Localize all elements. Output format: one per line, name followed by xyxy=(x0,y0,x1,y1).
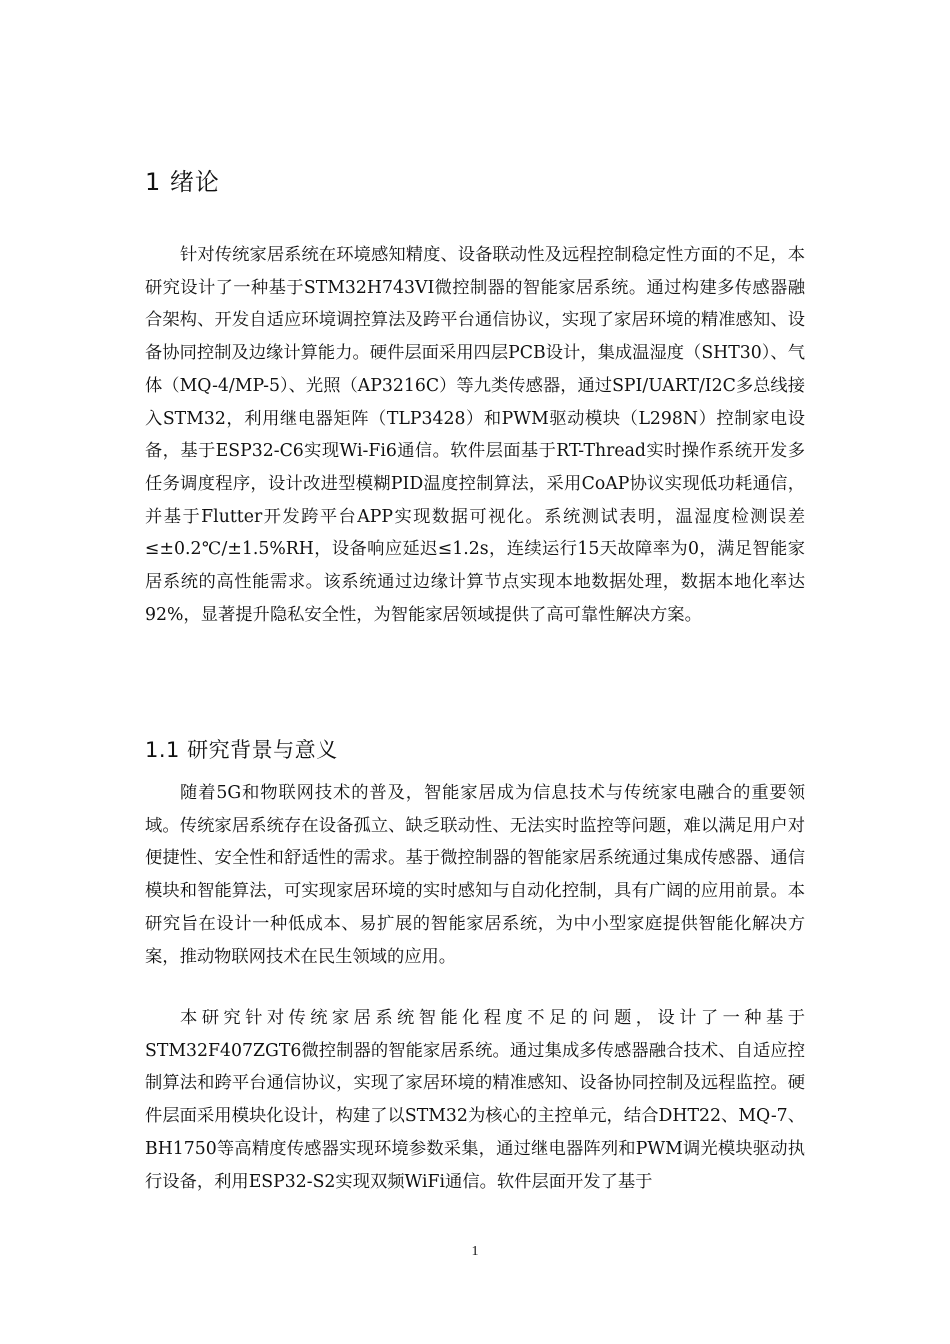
section-paragraph-2: 本研究针对传统家居系统智能化程度不足的问题，设计了一种基于STM32F407ZGT6微控制器的智能家居系统。通过集成多传感器融合技术、自适应控制算法和跨平台通信协议，实现了家居环境的精准感知、设备协同控制及远程监控。硬件层面采用模块化设计，构建了以STM32为核心的主控单元，结合DHT22、MQ-7、BH1750等高精度传感器实现环境参数采集，通过继电器阵列和PWM调光模块驱动执行设备，利用ESP32-S2实现双频WiFi通信。软件层面开发了基于 xyxy=(145,1008,805,1192)
section-title: 1.1 研究背景与意义 xyxy=(145,738,338,762)
abstract-paragraph: 针对传统家居系统在环境感知精度、设备联动性及远程控制稳定性方面的不足，本研究设计了一种基于STM32H743VI微控制器的智能家居系统。通过构建多传感器融合架构、开发自适应环境调控算法及跨平台通信协议，实现了家居环境的精准感知、设备协同控制及边缘计算能力。硬件层面采用四层PCB设计，集成温湿度（SHT30）、气体（MQ-4/MP-5）、光照（AP3216C）等九类传感器，通过SPI/UART/I2C多总线接入STM32，利用继电器矩阵（TLP3428）和PWM驱动模块（L298N）控制家电设备，基于ESP32-C6实现Wi-Fi6通信。软件层面基于RT-Thread实时操作系统开发多任务调度程序，设计改进型模糊PID温度控制算法，采用CoAP协议实现低功耗通信，并基于Flutter开发跨平台APP实现数据可视化。系统测试表明，温湿度检测误差≤±0.2℃/±1.5%RH，设备响应延迟≤1.2s，连续运行15天故障率为0，满足智能家居系统的高性能需求。该系统通过边缘计算节点实现本地数据处理，数据本地化率达92%，显著提升隐私安全性，为智能家居领域提供了高可靠性解决方案。 xyxy=(145,245,805,625)
page-number: 1 xyxy=(471,1244,479,1259)
section-paragraph-1: 随着5G和物联网技术的普及，智能家居成为信息技术与传统家电融合的重要领域。传统家居系统存在设备孤立、缺乏联动性、无法实时监控等问题，难以满足用户对便捷性、安全性和舒适性的需求。基于微控制器的智能家居系统通过集成传感器、通信模块和智能算法，可实现家居环境的实时感知与自动化控制，具有广阔的应用前景。本研究旨在设计一种低成本、易扩展的智能家居系统，为中小型家庭提供智能化解决方案，推动物联网技术在民生领域的应用。 xyxy=(145,783,805,967)
chapter-title: 1 绪论 xyxy=(145,168,220,196)
